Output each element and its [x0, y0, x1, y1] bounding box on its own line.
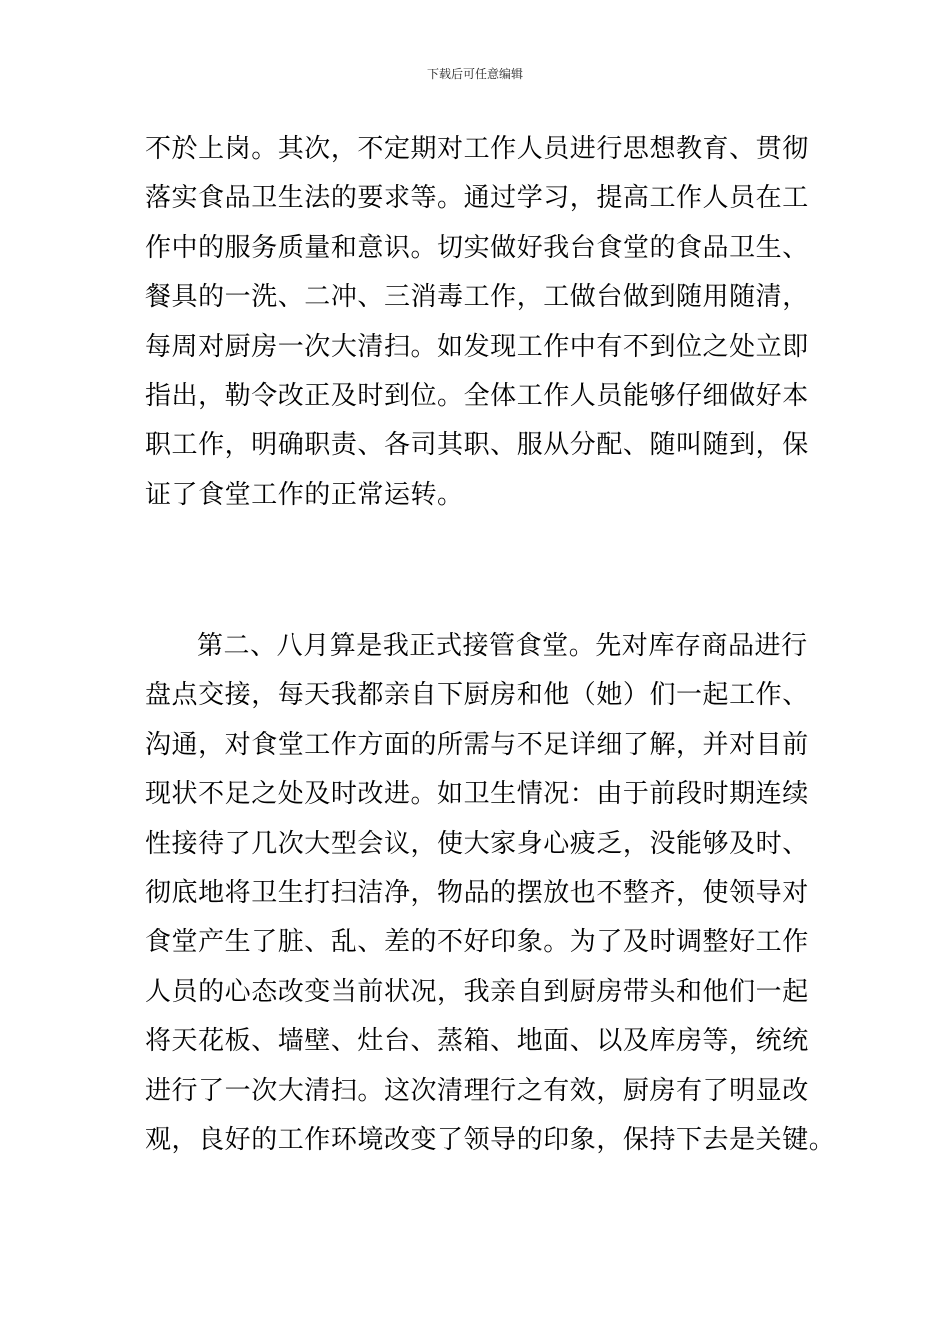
text-line: 进行了一次大清扫。这次清理行之有效，厨房有了明显改: [145, 1075, 809, 1106]
text-line: 指出，勒令改正及时到位。全体工作人员能够仔细做好本: [145, 380, 809, 411]
text-line: 第二、八月算是我正式接管食堂。先对库存商品进行: [197, 631, 808, 661]
text-line: 性接待了几次大型会议，使大家身心疲乏，没能够及时、: [145, 828, 809, 859]
text-line: 人员的心态改变当前状况，我亲自到厨房带头和他们一起: [145, 976, 809, 1007]
text-line: 餐具的一洗、二冲、三消毒工作，工做台做到随用随清，: [145, 282, 809, 313]
text-line: 盘点交接，每天我都亲自下厨房和他（她）们一起工作、: [145, 680, 809, 711]
text-line: 沟通，对食堂工作方面的所需与不足详细了解，并对目前: [145, 729, 809, 760]
paragraph-1: [145, 125, 815, 520]
text-line: 现状不足之处及时改进。如卫生情况：由于前段时期连续: [145, 779, 809, 810]
text-line: 落实食品卫生法的要求等。通过学习，提高工作人员在工: [145, 183, 809, 214]
text-line: 作中的服务质量和意识。切实做好我台食堂的食品卫生、: [145, 232, 809, 263]
text-line: 彻底地将卫生打扫洁净，物品的摆放也不整齐，使领导对: [145, 877, 809, 908]
page-header: 下载后可任意编辑: [426, 67, 523, 81]
text-line: 证了食堂工作的正常运转。: [145, 479, 464, 510]
text-line: 每周对厨房一次大清扫。如发现工作中有不到位之处立即: [145, 331, 809, 362]
text-line: 职工作，明确职责、各司其职、服从分配、随叫随到，保: [145, 430, 809, 461]
text-line: 食堂产生了脏、乱、差的不好印象。为了及时调整好工作: [145, 927, 809, 958]
text-line: 观，良好的工作环境改变了领导的印象，保持下去是关键。: [145, 1124, 836, 1155]
text-line: 不於上岗。其次，不定期对工作人员进行思想教育、贯彻: [145, 134, 809, 164]
paragraph-2: [145, 622, 836, 1165]
text-line: 将天花板、墙壁、灶台、蒸箱、地面、以及库房等，统统: [145, 1026, 809, 1057]
